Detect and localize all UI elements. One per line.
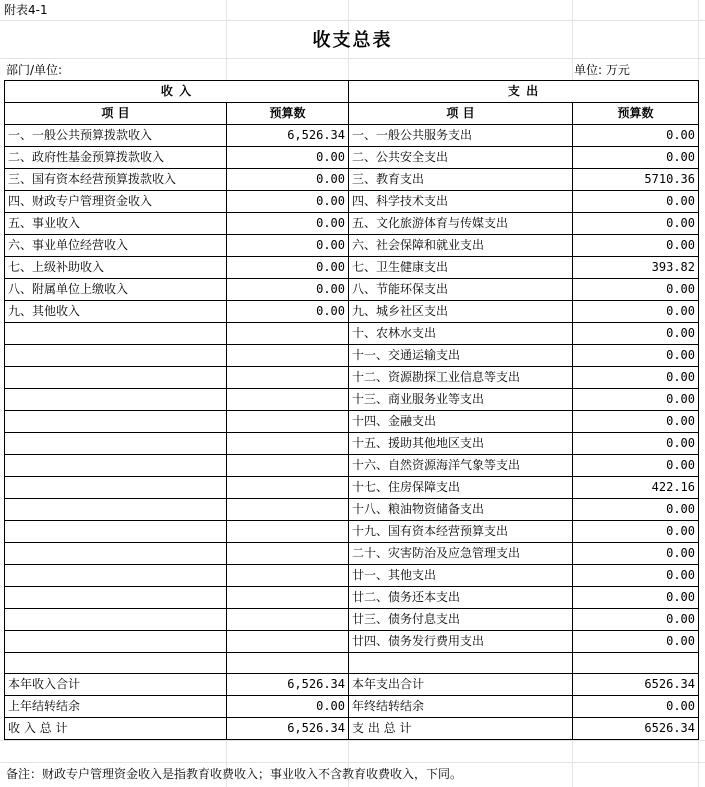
expense-amount-cell: 0.00 bbox=[573, 696, 699, 718]
table-row bbox=[5, 411, 699, 433]
expense-item-cell: 廿三、债务付息支出 bbox=[349, 609, 573, 631]
table-row bbox=[5, 125, 699, 147]
expense-item-cell: 五、文化旅游体育与传媒支出 bbox=[349, 213, 573, 235]
expense-amount-cell bbox=[573, 653, 699, 674]
expense-item-cell: 十二、资源勘探工业信息等支出 bbox=[349, 367, 573, 389]
expense-amount-cell: 6526.34 bbox=[573, 674, 699, 696]
table-row bbox=[5, 147, 699, 169]
expense-amount-cell: 0.00 bbox=[573, 301, 699, 323]
gridline bbox=[0, 762, 705, 763]
income-amount-cell bbox=[227, 521, 349, 543]
table-row bbox=[5, 543, 699, 565]
income-item-cell bbox=[5, 433, 227, 455]
expense-amount-cell: 0.00 bbox=[573, 389, 699, 411]
income-item-cell bbox=[5, 477, 227, 499]
income-item-cell bbox=[5, 609, 227, 631]
table-row bbox=[5, 631, 699, 653]
expense-amount-cell: 0.00 bbox=[573, 631, 699, 653]
expense-amount-cell: 0.00 bbox=[573, 125, 699, 147]
budget-table bbox=[4, 80, 699, 740]
income-amount-cell: 0.00 bbox=[227, 696, 349, 718]
income-amount-cell bbox=[227, 587, 349, 609]
expense-item-header: 项 目 bbox=[349, 103, 573, 125]
table-row bbox=[5, 279, 699, 301]
income-item-cell bbox=[5, 323, 227, 345]
expense-item-cell: 支 出 总 计 bbox=[349, 718, 573, 740]
department-label: 部门/单位: bbox=[6, 63, 63, 77]
expense-amount-cell: 0.00 bbox=[573, 345, 699, 367]
total-row bbox=[5, 718, 699, 740]
table-row bbox=[5, 609, 699, 631]
expense-amount-cell: 0.00 bbox=[573, 367, 699, 389]
expense-item-cell: 九、城乡社区支出 bbox=[349, 301, 573, 323]
income-item-cell bbox=[5, 455, 227, 477]
income-item-cell bbox=[5, 389, 227, 411]
table-row bbox=[5, 565, 699, 587]
expense-item-cell: 二十、灾害防治及应急管理支出 bbox=[349, 543, 573, 565]
income-item-cell bbox=[5, 345, 227, 367]
income-amount-cell bbox=[227, 323, 349, 345]
income-item-cell bbox=[5, 631, 227, 653]
expense-item-cell: 十三、商业服务业等支出 bbox=[349, 389, 573, 411]
unit-label: 单位: 万元 bbox=[574, 63, 630, 77]
expense-budget-header: 预算数 bbox=[573, 103, 699, 125]
expense-amount-cell: 0.00 bbox=[573, 455, 699, 477]
expense-item-cell: 廿二、债务还本支出 bbox=[349, 587, 573, 609]
expense-item-cell: 本年支出合计 bbox=[349, 674, 573, 696]
table-row bbox=[5, 653, 699, 674]
income-amount-cell: 0.00 bbox=[227, 279, 349, 301]
expense-item-cell: 一、一般公共服务支出 bbox=[349, 125, 573, 147]
table-row bbox=[5, 521, 699, 543]
income-item-cell bbox=[5, 653, 227, 674]
expense-item-cell: 十九、国有资本经营预算支出 bbox=[349, 521, 573, 543]
income-amount-cell bbox=[227, 631, 349, 653]
income-item-cell bbox=[5, 367, 227, 389]
expense-item-cell: 廿一、其他支出 bbox=[349, 565, 573, 587]
income-item-cell: 五、事业收入 bbox=[5, 213, 227, 235]
table-row bbox=[5, 477, 699, 499]
page-title: 收支总表 bbox=[312, 30, 393, 51]
expense-item-cell: 六、社会保障和就业支出 bbox=[349, 235, 573, 257]
gridline bbox=[0, 20, 705, 21]
table-row bbox=[5, 169, 699, 191]
income-amount-cell: 0.00 bbox=[227, 213, 349, 235]
income-amount-cell bbox=[227, 345, 349, 367]
total-row bbox=[5, 674, 699, 696]
total-row bbox=[5, 696, 699, 718]
expense-amount-cell: 422.16 bbox=[573, 477, 699, 499]
income-item-cell: 九、其他收入 bbox=[5, 301, 227, 323]
table-row bbox=[5, 367, 699, 389]
expense-amount-cell: 0.00 bbox=[573, 213, 699, 235]
income-amount-cell bbox=[227, 543, 349, 565]
expense-amount-cell: 393.82 bbox=[573, 257, 699, 279]
income-item-cell: 七、上级补助收入 bbox=[5, 257, 227, 279]
table-row bbox=[5, 213, 699, 235]
expense-amount-cell: 0.00 bbox=[573, 587, 699, 609]
income-item-header: 项 目 bbox=[5, 103, 227, 125]
income-amount-cell bbox=[227, 367, 349, 389]
table-row bbox=[5, 235, 699, 257]
income-item-cell: 四、财政专户管理资金收入 bbox=[5, 191, 227, 213]
income-item-cell: 一、一般公共预算拨款收入 bbox=[5, 125, 227, 147]
income-amount-cell: 6,526.34 bbox=[227, 718, 349, 740]
expense-item-cell bbox=[349, 653, 573, 674]
expense-amount-cell: 5710.36 bbox=[573, 169, 699, 191]
expense-item-cell: 十四、金融支出 bbox=[349, 411, 573, 433]
income-amount-cell bbox=[227, 411, 349, 433]
expense-item-cell: 十五、援助其他地区支出 bbox=[349, 433, 573, 455]
income-amount-cell bbox=[227, 653, 349, 674]
income-amount-cell: 0.00 bbox=[227, 301, 349, 323]
expense-amount-cell: 0.00 bbox=[573, 433, 699, 455]
table-row bbox=[5, 345, 699, 367]
income-amount-cell: 0.00 bbox=[227, 257, 349, 279]
income-item-cell: 本年收入合计 bbox=[5, 674, 227, 696]
income-item-cell bbox=[5, 521, 227, 543]
table-row bbox=[5, 587, 699, 609]
expense-amount-cell: 0.00 bbox=[573, 191, 699, 213]
income-amount-cell bbox=[227, 389, 349, 411]
expense-item-cell: 七、卫生健康支出 bbox=[349, 257, 573, 279]
income-item-cell: 二、政府性基金预算拨款收入 bbox=[5, 147, 227, 169]
income-item-cell: 上年结转结余 bbox=[5, 696, 227, 718]
income-amount-cell: 0.00 bbox=[227, 191, 349, 213]
expense-item-cell: 十、农林水支出 bbox=[349, 323, 573, 345]
footnote: 备注：财政专户管理资金收入是指教育收费收入；事业收入不含教育收费收入，下同。 bbox=[6, 767, 463, 781]
table-row bbox=[5, 301, 699, 323]
expense-amount-cell: 0.00 bbox=[573, 411, 699, 433]
expense-item-cell: 十一、交通运输支出 bbox=[349, 345, 573, 367]
income-amount-cell bbox=[227, 609, 349, 631]
expense-item-cell: 三、教育支出 bbox=[349, 169, 573, 191]
expense-item-cell: 十六、自然资源海洋气象等支出 bbox=[349, 455, 573, 477]
figure-label: 附表4-1 bbox=[4, 3, 48, 17]
income-item-cell bbox=[5, 565, 227, 587]
expense-item-cell: 八、节能环保支出 bbox=[349, 279, 573, 301]
income-item-cell bbox=[5, 587, 227, 609]
gridline bbox=[0, 58, 705, 59]
table-row bbox=[5, 323, 699, 345]
expense-item-cell: 十八、粮油物资储备支出 bbox=[349, 499, 573, 521]
income-header: 收 入 bbox=[5, 81, 349, 103]
table-header-row bbox=[5, 81, 699, 103]
income-item-cell bbox=[5, 411, 227, 433]
income-amount-cell: 0.00 bbox=[227, 169, 349, 191]
expense-amount-cell: 0.00 bbox=[573, 565, 699, 587]
income-budget-header: 预算数 bbox=[227, 103, 349, 125]
income-amount-cell: 0.00 bbox=[227, 147, 349, 169]
expense-amount-cell: 0.00 bbox=[573, 147, 699, 169]
table-row bbox=[5, 389, 699, 411]
income-amount-cell bbox=[227, 455, 349, 477]
income-item-cell: 六、事业单位经营收入 bbox=[5, 235, 227, 257]
expense-item-cell: 四、科学技术支出 bbox=[349, 191, 573, 213]
expense-amount-cell: 0.00 bbox=[573, 279, 699, 301]
expense-item-cell: 年终结转结余 bbox=[349, 696, 573, 718]
expense-header: 支 出 bbox=[349, 81, 699, 103]
income-item-cell bbox=[5, 543, 227, 565]
income-item-cell: 三、国有资本经营预算拨款收入 bbox=[5, 169, 227, 191]
table-row bbox=[5, 455, 699, 477]
expense-amount-cell: 0.00 bbox=[573, 609, 699, 631]
income-item-cell bbox=[5, 499, 227, 521]
income-amount-cell: 6,526.34 bbox=[227, 674, 349, 696]
expense-amount-cell: 6526.34 bbox=[573, 718, 699, 740]
table-row bbox=[5, 433, 699, 455]
income-amount-cell bbox=[227, 477, 349, 499]
income-amount-cell bbox=[227, 499, 349, 521]
table-row bbox=[5, 191, 699, 213]
income-amount-cell bbox=[227, 433, 349, 455]
expense-amount-cell: 0.00 bbox=[573, 323, 699, 345]
expense-item-cell: 二、公共安全支出 bbox=[349, 147, 573, 169]
table-subheader-row bbox=[5, 103, 699, 125]
income-amount-cell: 6,526.34 bbox=[227, 125, 349, 147]
expense-amount-cell: 0.00 bbox=[573, 543, 699, 565]
gridline bbox=[0, 740, 705, 741]
income-amount-cell bbox=[227, 565, 349, 587]
expense-amount-cell: 0.00 bbox=[573, 235, 699, 257]
expense-amount-cell: 0.00 bbox=[573, 499, 699, 521]
expense-amount-cell: 0.00 bbox=[573, 521, 699, 543]
expense-item-cell: 廿四、债务发行费用支出 bbox=[349, 631, 573, 653]
income-amount-cell: 0.00 bbox=[227, 235, 349, 257]
income-item-cell: 八、附属单位上缴收入 bbox=[5, 279, 227, 301]
income-item-cell: 收 入 总 计 bbox=[5, 718, 227, 740]
table-row bbox=[5, 257, 699, 279]
table-row bbox=[5, 499, 699, 521]
expense-item-cell: 十七、住房保障支出 bbox=[349, 477, 573, 499]
